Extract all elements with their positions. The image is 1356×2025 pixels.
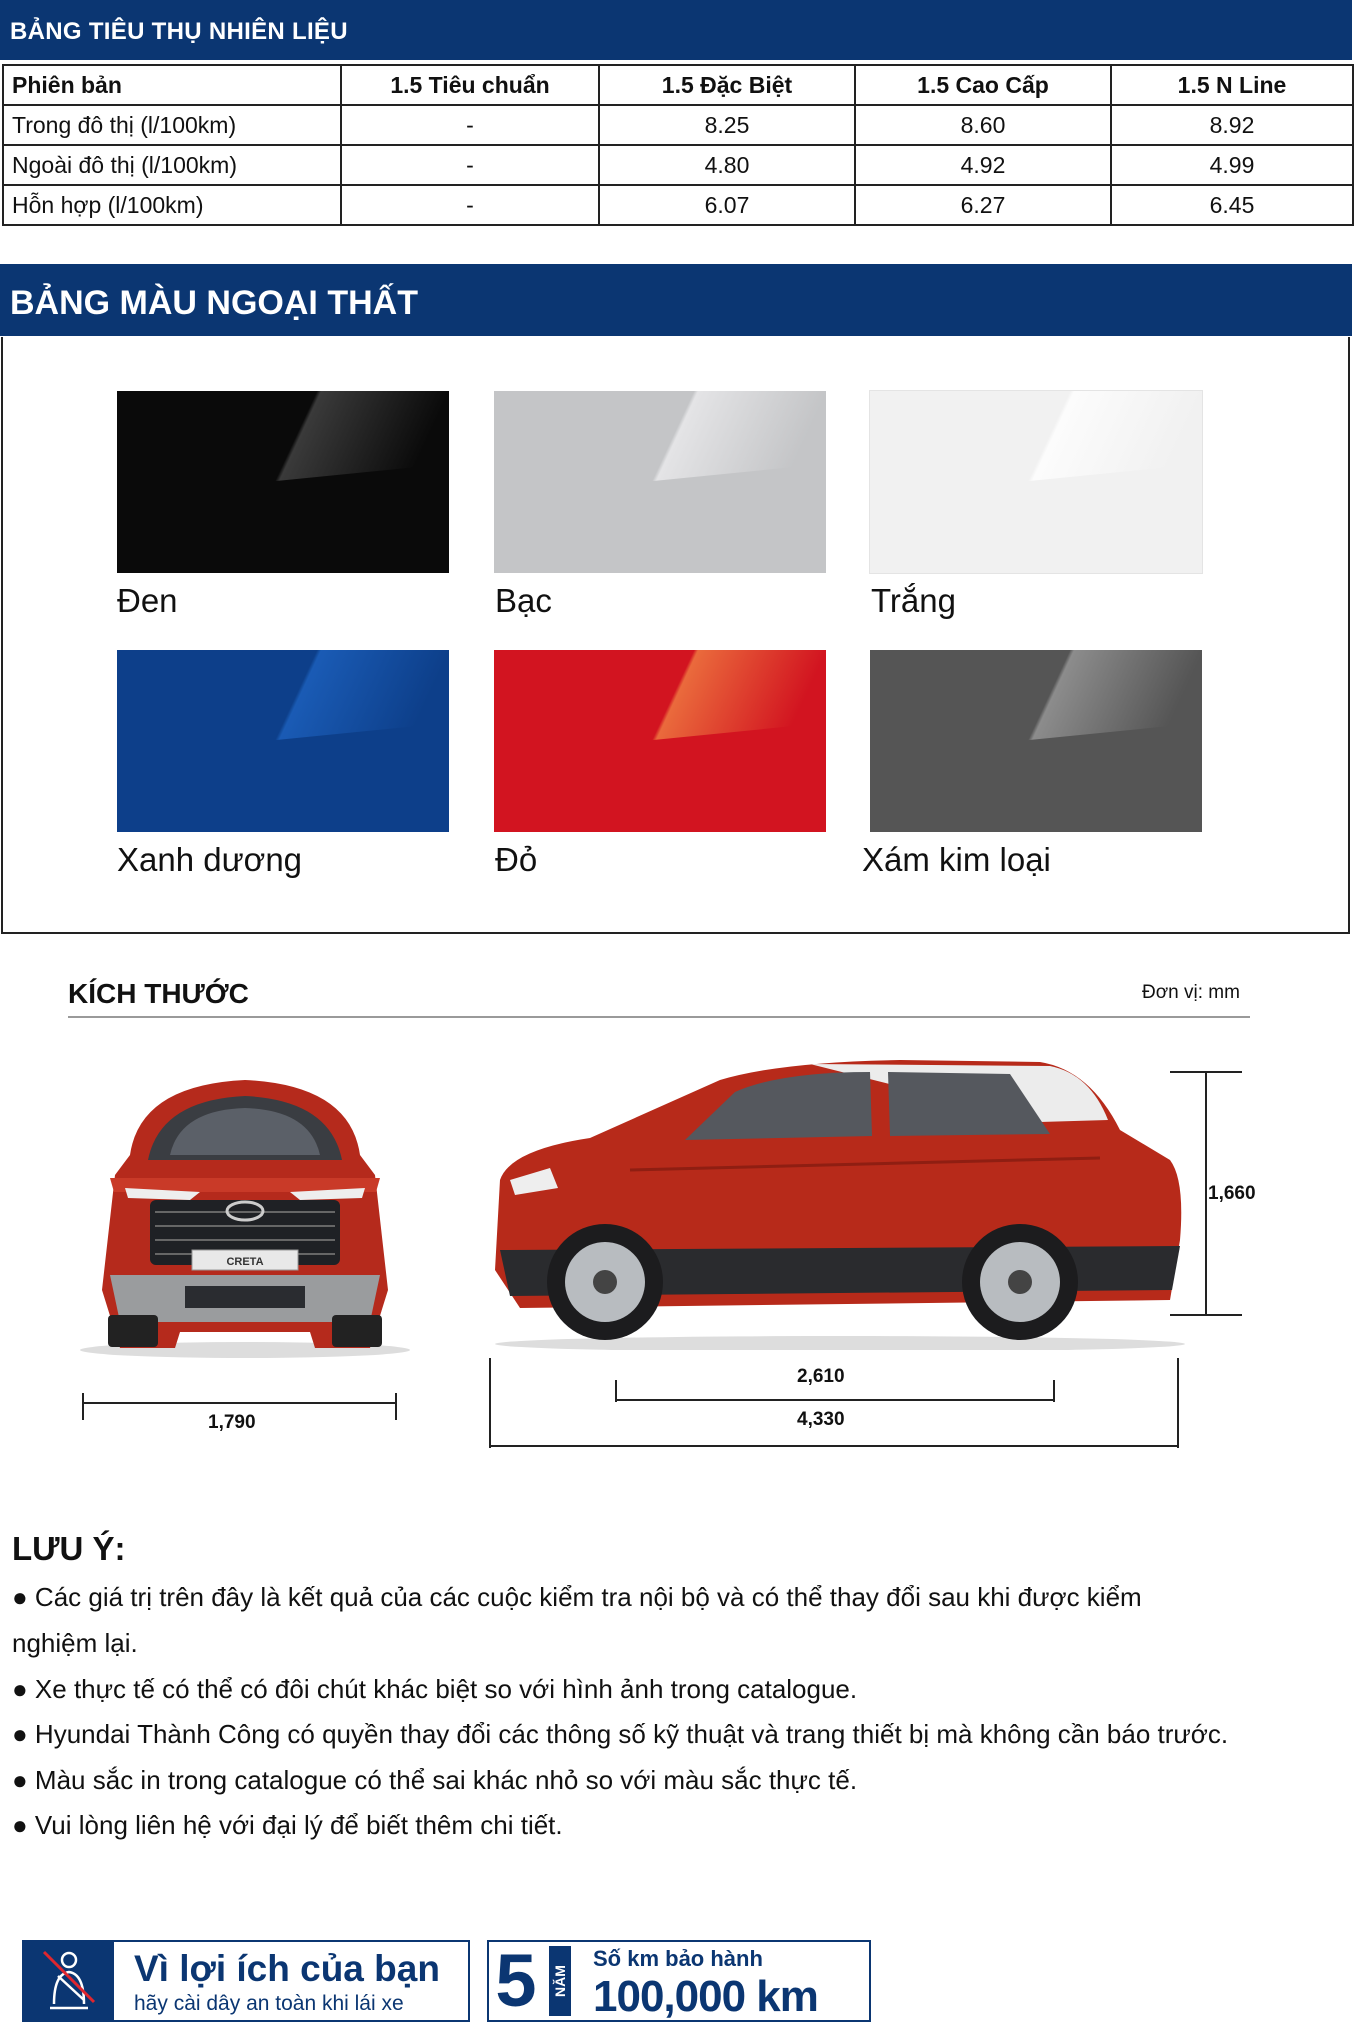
notes-title: LƯU Ý: <box>12 1530 126 1567</box>
fuel-header-cell: 1.5 Đặc Biệt <box>599 65 855 105</box>
table-cell: - <box>341 185 599 225</box>
swatch-white <box>870 391 1202 573</box>
swatch-label: Xám kim loại <box>862 841 1051 878</box>
swatch-red <box>494 650 826 832</box>
warranty-km: 100,000 km <box>593 1972 818 2021</box>
note-item: ● Hyundai Thành Công có quyền thay đổi các thông số kỹ thuật và trang thiết bị mà không cần báo trước. <box>12 1719 1229 1749</box>
seatbelt-subtitle: hãy cài dây an toàn khi lái xe <box>134 1992 404 2015</box>
swatch-black <box>117 391 449 573</box>
swatch-label: Xanh dương <box>117 841 303 878</box>
table-cell: Trong đô thị (l/100km) <box>3 105 341 145</box>
warranty-years-unit: NĂM <box>549 1946 571 2016</box>
table-cell: 4.92 <box>855 145 1111 185</box>
creta-badge: CRETA <box>226 1256 264 1268</box>
table-row <box>3 145 1353 185</box>
seatbelt-title: Vì lợi ích của bạn <box>134 1948 440 1989</box>
fuel-table-header-row <box>3 65 1353 105</box>
table-cell: 4.99 <box>1111 145 1353 185</box>
dimensions-divider <box>68 1016 1250 1018</box>
fuel-header-cell: 1.5 N Line <box>1111 65 1353 105</box>
color-section-title: BẢNG MÀU NGOẠI THẤT <box>10 284 418 322</box>
swatch-blue <box>117 650 449 832</box>
table-row <box>3 185 1353 225</box>
fuel-header-cell: 1.5 Tiêu chuẩn <box>341 65 599 105</box>
table-cell: Ngoài đô thị (l/100km) <box>3 145 341 185</box>
color-section-header-band <box>0 264 1352 336</box>
fuel-table-title: BẢNG TIÊU THỤ NHIÊN LIỆU <box>10 18 348 45</box>
table-cell: 8.92 <box>1111 105 1353 145</box>
swatch-label: Đỏ <box>495 841 538 878</box>
table-cell: - <box>341 105 599 145</box>
table-cell: 6.07 <box>599 185 855 225</box>
table-cell: - <box>341 145 599 185</box>
fuel-consumption-table <box>2 64 1354 226</box>
table-cell: 8.25 <box>599 105 855 145</box>
table-cell: 8.60 <box>855 105 1111 145</box>
width-value: 1,790 <box>208 1412 256 1433</box>
fuel-table-header-band <box>0 0 1352 60</box>
swatch-gray <box>870 650 1202 832</box>
seatbelt-icon <box>24 1942 114 2020</box>
note-item: ● Các giá trị trên đây là kết quả của các cuộc kiểm tra nội bộ và có thể thay đổi sau khi được kiểm <box>12 1582 1142 1612</box>
height-value: 1,660 <box>1208 1183 1256 1204</box>
swatch-label: Trắng <box>871 582 956 619</box>
warranty-label: Số km bảo hành <box>593 1946 763 1971</box>
note-item: ● Vui lòng liên hệ với đại lý để biết thêm chi tiết. <box>12 1810 563 1840</box>
wheelbase-value: 2,610 <box>797 1366 845 1387</box>
swatch-silver <box>494 391 826 573</box>
table-cell: 6.45 <box>1111 185 1353 225</box>
seatbelt-banner <box>22 1940 470 2022</box>
warranty-banner <box>487 1940 871 2022</box>
swatch-label: Bạc <box>495 582 552 619</box>
length-value: 4,330 <box>797 1409 845 1430</box>
swatch-label: Đen <box>117 582 178 619</box>
dimensions-unit: Đơn vị: mm <box>1142 982 1240 1003</box>
table-cell: 4.80 <box>599 145 855 185</box>
note-item: nghiệm lại. <box>12 1628 138 1658</box>
dimension-lines <box>0 1060 1356 1460</box>
table-cell: 6.27 <box>855 185 1111 225</box>
fuel-header-cell: 1.5 Cao Cấp <box>855 65 1111 105</box>
fuel-header-cell: Phiên bản <box>3 65 341 105</box>
dimensions-title: KÍCH THƯỚC <box>68 978 249 1009</box>
warranty-years: 5 <box>495 1939 537 2022</box>
note-item: ● Xe thực tế có thể có đôi chút khác biệt so với hình ảnh trong catalogue. <box>12 1674 858 1704</box>
table-row <box>3 105 1353 145</box>
note-item: ● Màu sắc in trong catalogue có thể sai khác nhỏ so với màu sắc thực tế. <box>12 1765 858 1795</box>
table-cell: Hỗn hợp (l/100km) <box>3 185 341 225</box>
